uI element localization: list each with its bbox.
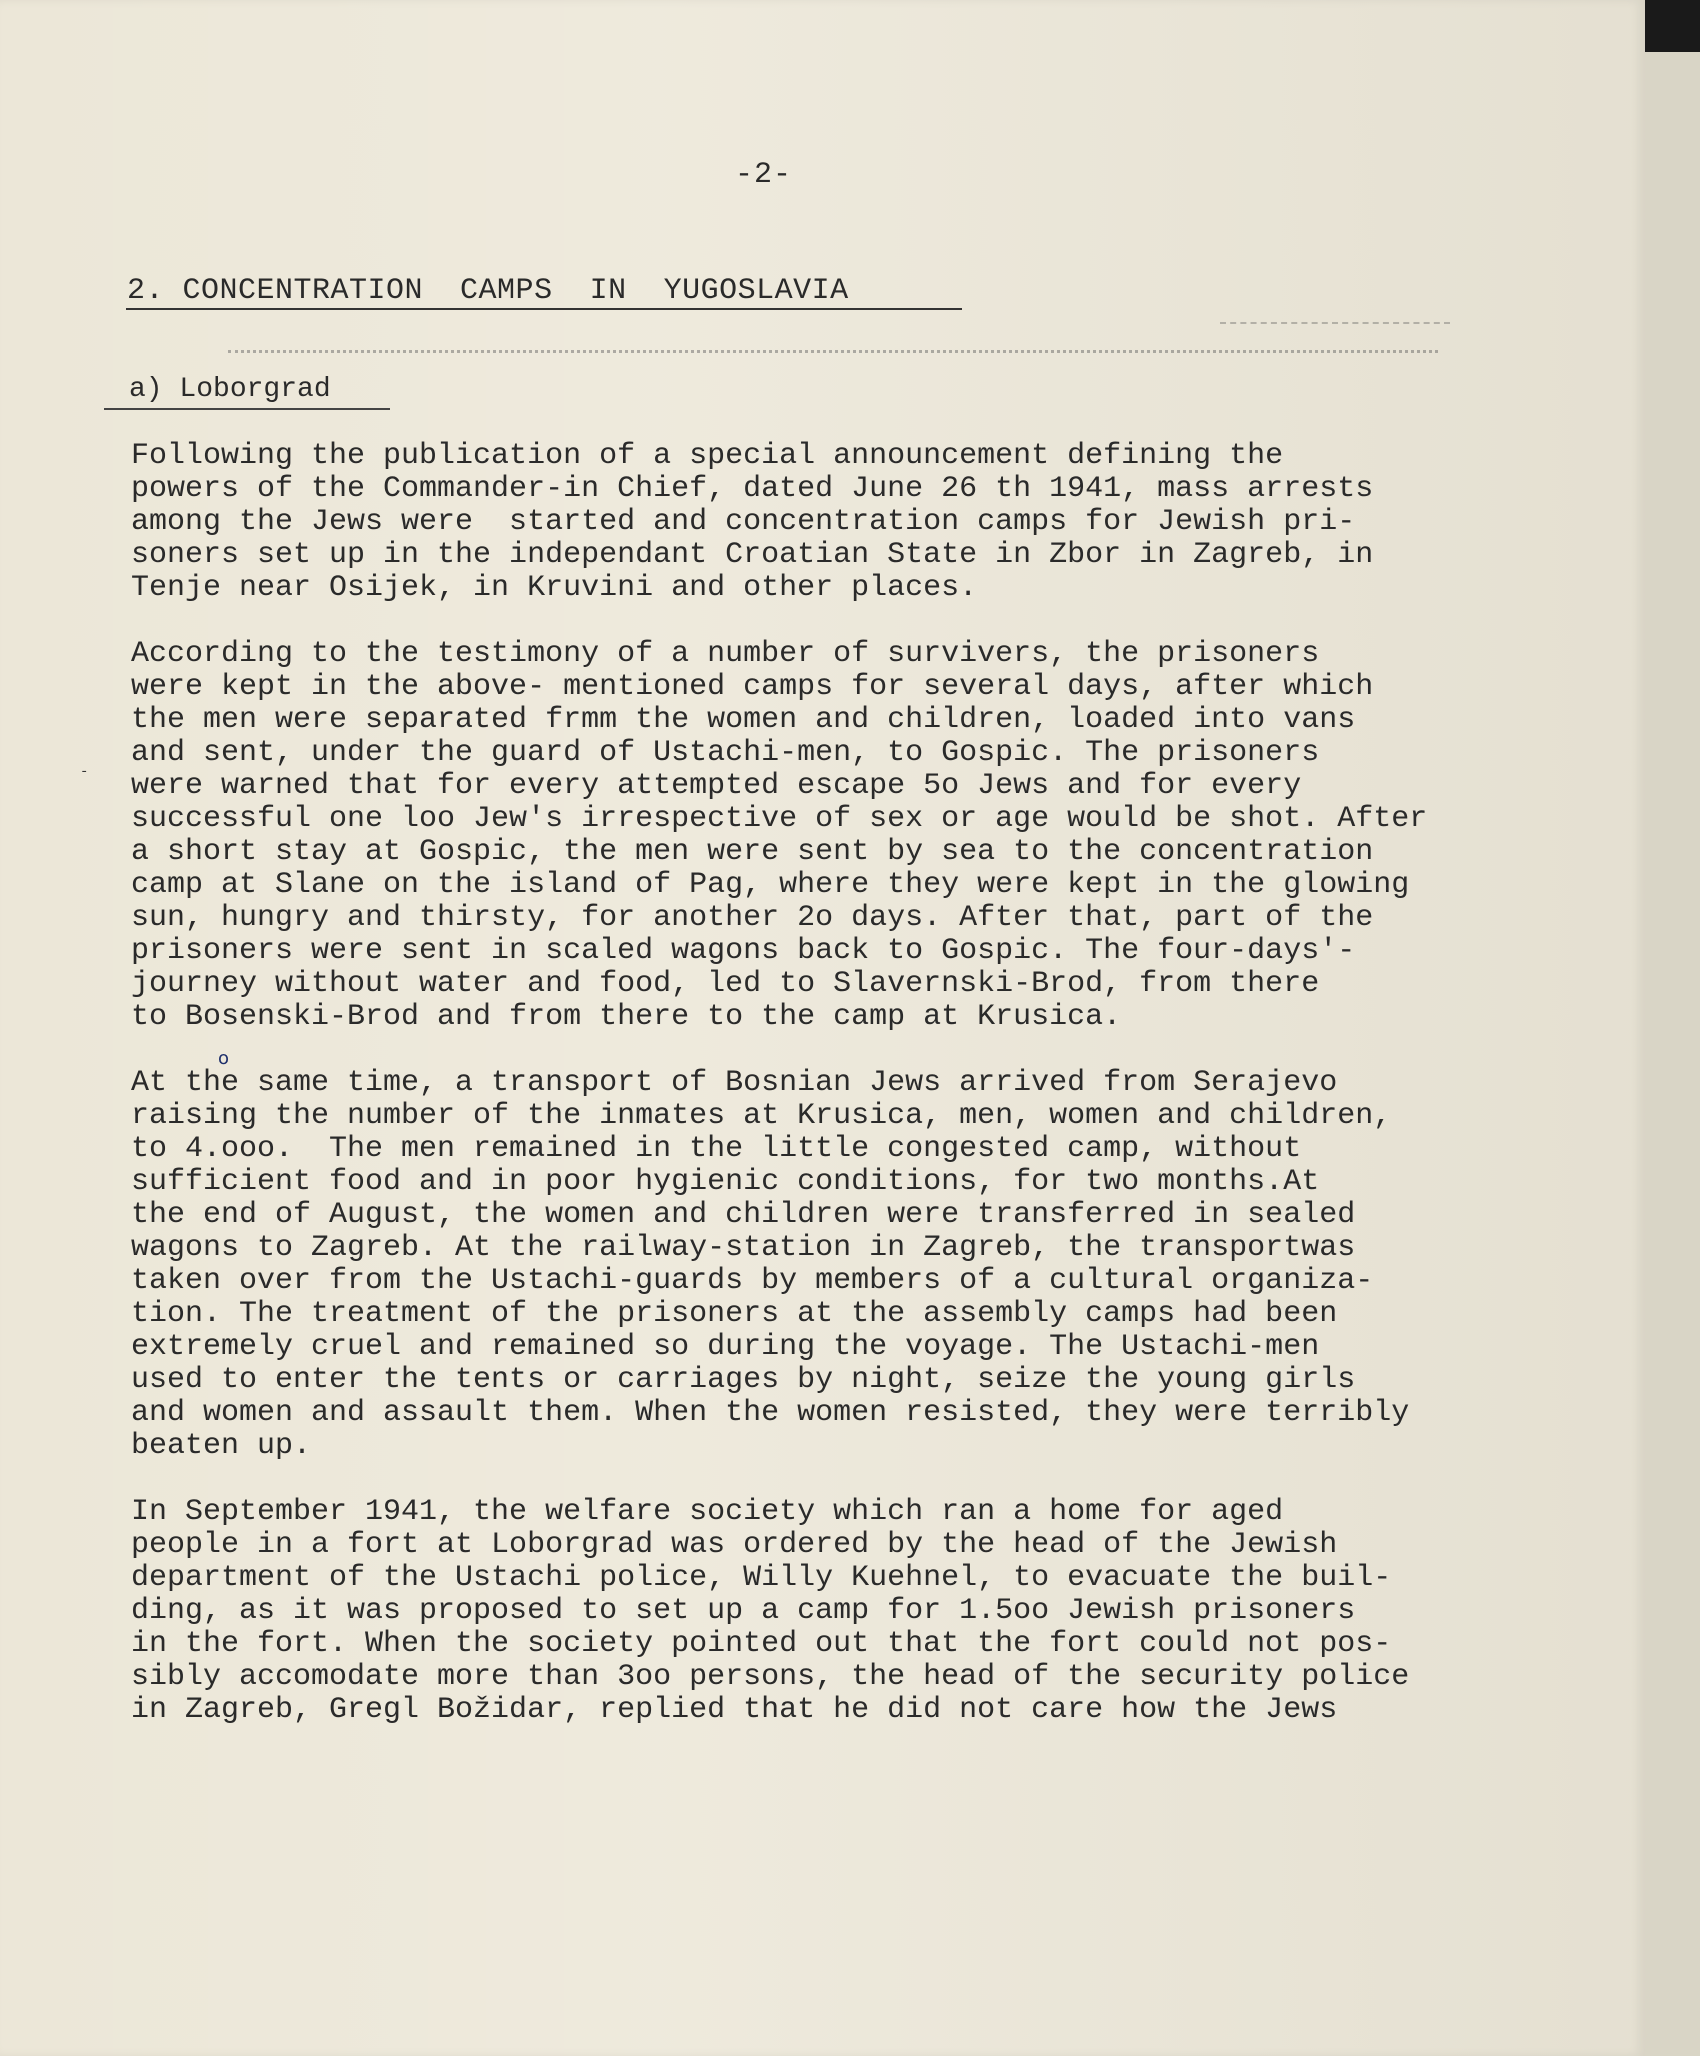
subsection-underline bbox=[104, 408, 390, 410]
margin-mark: - bbox=[80, 764, 89, 780]
section-title: 2. CONCENTRATION CAMPS IN YUGOSLAVIA bbox=[127, 274, 849, 308]
paragraph-2: According to the testimony of a number of survivers, the prisoners were kept in the above- mentioned camps for several days, after which the men were separated frmm the women and children, loaded into vans and sent, under the guard of Ustachi-men, to Gospic. The prisoners were warned that for every attempted escape 5o Jews and for every successful one loo Jew's irrespective of sex or age would be shot. After a short stay at Gospic, the men were sent by sea to the concentration camp at Slane on the island of Pag, where they were kept in the glowing sun, hungry and thirsty, for another 2o days. After that, part of the prisoners were sent in scaled wagons back to Gospic. The four-days'- journey without water and food, led to Slavernski-Brod, from there to Bosenski-Brod and from there to the camp at Krusica. bbox=[131, 637, 1428, 1034]
paragraph-4: In September 1941, the welfare society which ran a home for aged people in a fort at Loborgrad was ordered by the head of the Jewish department of the Ustachi police, Willy Kuehnel, to evacuate the buil- ding, as it was proposed to set up a camp for 1.5oo Jewish prisoners in the fort. When the society pointed out that the fort could not pos- sibly accomodate more than 3oo persons, the head of the security police in Zagreb, Gregl Božidar, replied that he did not care how the Jews bbox=[131, 1495, 1410, 1727]
paragraph-3: At the same time, a transport of Bosnian Jews arrived from Serajevo raising the number of the inmates at Krusica, men, women and children, to 4.ooo. The men remained in the little congested camp, without sufficient food and in poor hygienic conditions, for two months.At the end of August, the women and children were transferred in sealed wagons to Zagreb. At the railway-station in Zagreb, the transportwas taken over from the Ustachi-guards by members of a cultural organiza- tion. The treatment of the prisoners at the assembly camps had been extremely cruel and remained so during the voyage. The Ustachi-men used to enter the tents or carriages by night, seize the young girls and women and assault them. When the women resisted, they were terribly beaten up. bbox=[131, 1066, 1410, 1463]
pen-mark: o bbox=[218, 1048, 230, 1069]
page-number: -2- bbox=[735, 158, 793, 192]
show-through-line-right bbox=[1220, 322, 1450, 348]
scan-edge bbox=[1645, 0, 1700, 52]
body-text bbox=[131, 440, 1611, 1727]
title-underline bbox=[126, 308, 962, 310]
paragraph-1: Following the publication of a special announcement defining the powers of the Commander-in Chief, dated June 26 th 1941, mass arrests among the Jews were started and concentration camps for Jewish pri- soners set up in the independant Croatian State in Zbor in Zagreb, in Tenje near Osijek, in Kruvini and other places. bbox=[131, 439, 1374, 605]
subsection-heading: a) Loborgrad bbox=[129, 374, 331, 405]
